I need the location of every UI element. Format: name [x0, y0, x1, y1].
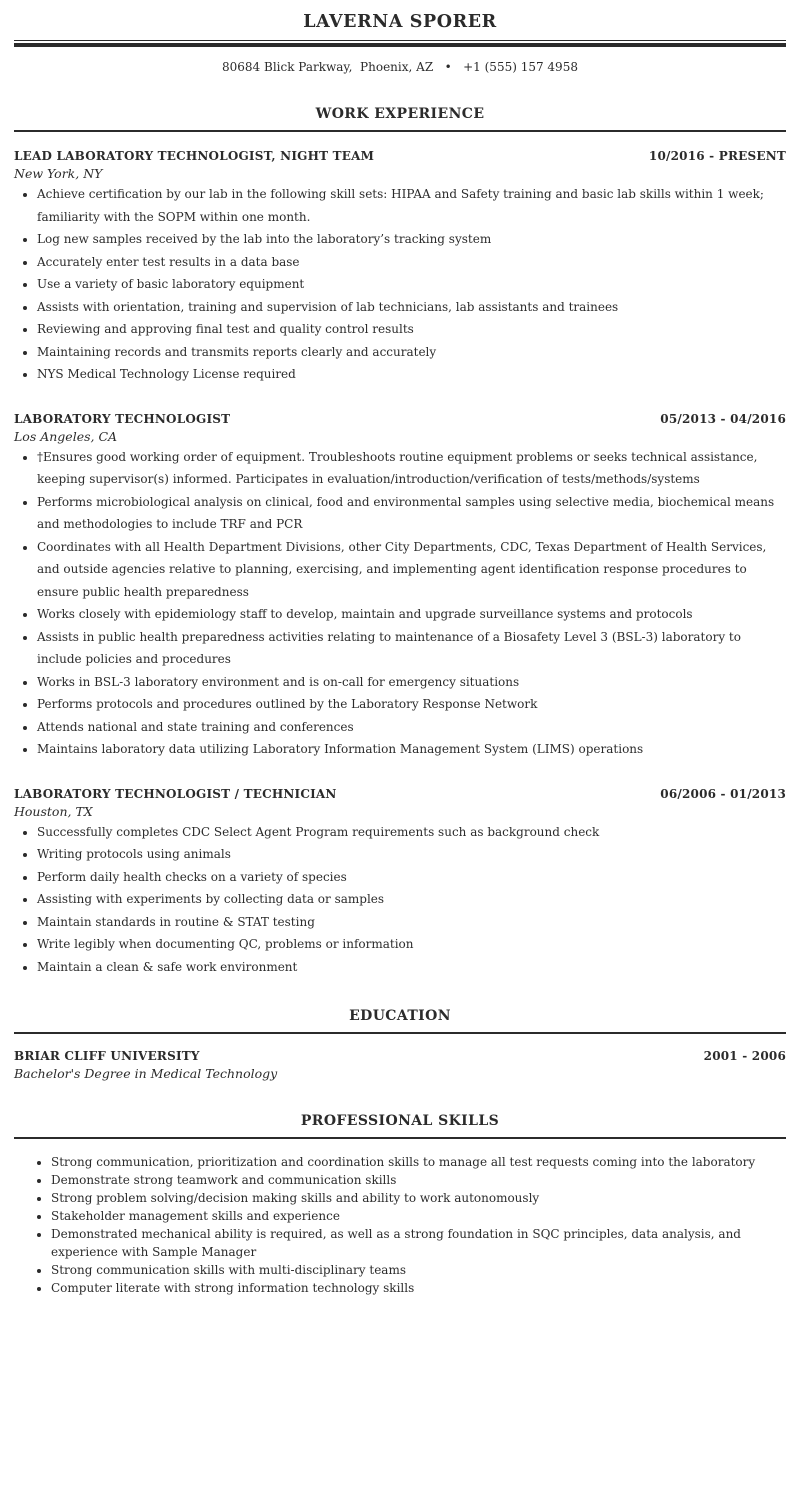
list-item: • Maintain standards in routine & STAT testing [37, 911, 786, 934]
job-location: Houston, TX [14, 803, 93, 819]
education-header [14, 1048, 786, 1064]
section-title-skills: PROFESSIONAL SKILLS [300, 1113, 500, 1129]
section-divider [14, 1032, 786, 1034]
job-header [14, 786, 786, 802]
candidate-name: LAVERNA SPORER [303, 12, 497, 32]
job-dates: 06/2006 - 01/2013 [660, 786, 786, 801]
list-item: • Log new samples received by the lab into the laboratory’s tracking system [37, 228, 786, 251]
list-item: • Assists in public health preparedness activities relating to maintenance of a Biosafety Level 3 (BSL-3) laboratory to include policies and procedures [37, 626, 786, 671]
list-item: • NYS Medical Technology License required [37, 363, 786, 386]
list-item: • Maintain a clean & safe work environment [37, 956, 786, 979]
list-item: • Computer literate with strong information technology skills [51, 1279, 786, 1297]
list-item: • Assisting with experiments by collecting data or samples [37, 888, 786, 911]
list-item: • Writing protocols using animals [37, 843, 786, 866]
list-item: • Use a variety of basic laboratory equipment [37, 273, 786, 296]
education-entry [14, 1048, 786, 1083]
list-item: • Coordinates with all Health Department Divisions, other City Departments, CDC, Texas Department of Health Services, and outside agencies relative to planning, exercising, and implementing agent identification response procedures to ensure public health preparedness [37, 536, 786, 604]
list-item: • Stakeholder management skills and experience [51, 1207, 786, 1225]
job-location: Los Angeles, CA [14, 428, 118, 444]
header-divider-thin [14, 40, 786, 41]
job-bullets [14, 183, 786, 386]
list-item: • Accurately enter test results in a data base [37, 251, 786, 274]
job-title: LABORATORY TECHNOLOGIST [14, 411, 231, 426]
job-title: LABORATORY TECHNOLOGIST / TECHNICIAN [14, 786, 337, 801]
education-section [14, 1007, 786, 1083]
job-bullets [14, 446, 786, 761]
job-header [14, 411, 786, 427]
job-header [14, 148, 786, 164]
list-item: • Attends national and state training and conferences [37, 716, 786, 739]
contact-info: 80684 Blick Parkway, Phoenix, AZ • +1 (555) 157 4958 [222, 60, 578, 74]
list-item: • †Ensures good working order of equipment. Troubleshoots routine equipment problems or seeks technical assistance, keeping supervisor(s) informed. Participates in evaluation/introduction/verification of tests/methods/systems [37, 446, 786, 491]
list-item: • Demonstrate strong teamwork and communication skills [51, 1171, 786, 1189]
job-location: New York, NY [14, 166, 103, 181]
school-name: BRIAR CLIFF UNIVERSITY [14, 1049, 200, 1063]
list-item: • Demonstrated mechanical ability is required, as well as a strong foundation in SQC principles, data analysis, and experience with Sample Manager [51, 1225, 786, 1261]
list-item: • Achieve certification by our lab in the following skill sets: HIPAA and Safety training and basic lab skills within 1 week; familiarity with the SOPM within one month. [37, 183, 786, 228]
list-item: • Write legibly when documenting QC, problems or information [37, 933, 786, 956]
section-divider [14, 130, 786, 132]
job-entry [14, 148, 786, 386]
job-title: LEAD LABORATORY TECHNOLOGIST, NIGHT TEAM [14, 149, 375, 163]
job-entry [14, 411, 786, 761]
degree: Bachelor's Degree in Medical Technology [14, 1066, 278, 1081]
list-item: • Performs microbiological analysis on clinical, food and environmental samples using selective media, biochemical means and methodologies to include TRF and PCR [37, 491, 786, 536]
list-item: • Maintains laboratory data utilizing Laboratory Information Management System (LIMS) operations [37, 738, 786, 761]
education-dates: 2001 - 2006 [703, 1049, 786, 1063]
list-item: • Works in BSL-3 laboratory environment and is on-call for emergency situations [37, 671, 786, 694]
section-divider [14, 1137, 786, 1139]
professional-skills-section [14, 1112, 786, 1297]
list-item: • Assists with orientation, training and supervision of lab technicians, lab assistants and trainees [37, 296, 786, 319]
list-item: • Perform daily health checks on a variety of species [37, 866, 786, 889]
list-item: • Reviewing and approving final test and quality control results [37, 318, 786, 341]
list-item: • Maintaining records and transmits reports clearly and accurately [37, 341, 786, 364]
section-title-work: WORK EXPERIENCE [315, 106, 485, 122]
job-dates: 05/2013 - 04/2016 [660, 411, 786, 426]
list-item: • Strong communication skills with multi-disciplinary teams [51, 1261, 786, 1279]
job-entry [14, 786, 786, 979]
list-item: • Works closely with epidemiology staff to develop, maintain and upgrade surveillance systems and protocols [37, 603, 786, 626]
list-item: • Performs protocols and procedures outlined by the Laboratory Response Network [37, 693, 786, 716]
list-item: • Strong communication, prioritization and coordination skills to manage all test requests coming into the laboratory [51, 1153, 786, 1171]
work-experience-section [14, 105, 786, 978]
job-dates: 10/2016 - PRESENT [648, 149, 786, 163]
skills-list [14, 1153, 786, 1297]
list-item: • Successfully completes CDC Select Agent Program requirements such as background check [37, 821, 786, 844]
job-bullets [14, 821, 786, 979]
header-divider-thick [14, 43, 786, 47]
section-title-education: EDUCATION [349, 1008, 451, 1024]
list-item: • Strong problem solving/decision making skills and ability to work autonomously [51, 1189, 786, 1207]
